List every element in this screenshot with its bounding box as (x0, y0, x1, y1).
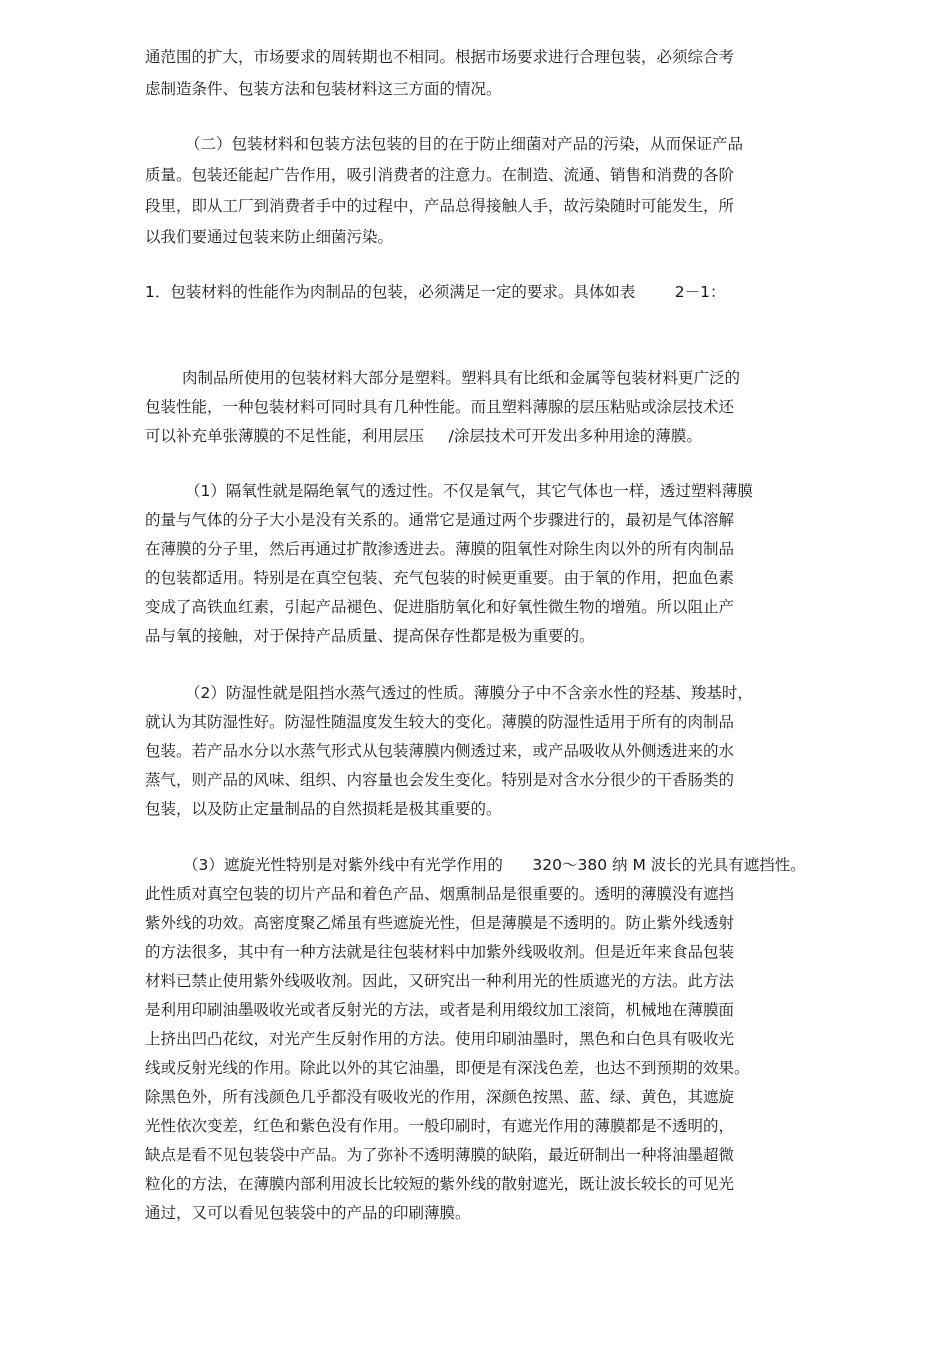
text-line: 通过，又可以看见包装袋中的产品的印刷薄膜。 (145, 1204, 471, 1222)
text-line: 缺点是看不见包装袋中产品。为了弥补不透明薄膜的缺陷，最近研制出一种将油墨超微 (145, 1146, 735, 1164)
text-line: 上挤出凹凸花纹，对光产生反射作用的方法。使用印刷油墨时，黑色和白色具有吸收光 (145, 1030, 735, 1048)
text-line: 虑制造条件、包装方法和包装材料这三方面的情况。 (145, 80, 502, 98)
text-line: （1）隔氧性就是隔绝氧气的透过性。不仅是氧气，其它气体也一样，透过塑料薄膜 (185, 482, 753, 500)
text-line: 是利用印刷油墨吸收光或者反射光的方法，或者是利用缎纹加工滚筒，机械地在薄膜面 (145, 1001, 735, 1019)
text-line: 通范围的扩大，市场要求的周转期也不相同。根据市场要求进行合理包装，必须综合考 (145, 48, 735, 66)
text-line: 质量。包装还能起广告作用，吸引消费者的注意力。在制造、流通、销售和消费的各阶 (145, 166, 735, 184)
text-line: 紫外线的功效。高密度聚乙烯虽有些遮旋光性，但是薄膜是不透明的。防止紫外线透射 (145, 914, 735, 932)
text-line: 除黑色外，所有浅颜色几乎都没有吸收光的作用，深颜色按黑、蓝、绿、黄色，其遮旋 (145, 1088, 735, 1106)
text-line: 变成了高铁血红素，引起产品褪色、促进脂肪氧化和好氧性微生物的增殖。所以阻止产 (145, 598, 735, 616)
text-line: 在薄膜的分子里，然后再通过扩散渗透进去。薄膜的阻氧性对除生肉以外的所有肉制品 (145, 540, 735, 558)
text-line: 包装，以及防止定量制品的自然损耗是极其重要的。 (145, 800, 502, 818)
text-line: 的量与气体的分子大小是没有关系的。通常它是通过两个步骤进行的，最初是气体溶解 (145, 511, 735, 529)
text-line: 线或反射光线的作用。除此以外的其它油墨，即便是有深浅色差，也达不到预期的效果。 (145, 1059, 750, 1077)
text-line: 段里，即从工厂到消费者手中的过程中，产品总得接触人手，故污染随时可能发生，所 (145, 197, 735, 215)
text-line: 以我们要通过包装来防止细菌污染。 (145, 228, 394, 246)
text-line: 包装性能，一种包装材料可同时具有几种性能。而且塑料薄腺的层压粘贴或涂层技术还 (145, 398, 735, 416)
text-line: 可以补充单张薄膜的不足性能，利用层压 /涂层技术可开发出多种用途的薄膜。 (145, 427, 702, 445)
text-line: 就认为其防湿性好。防湿性随温度发生较大的变化。薄膜的防湿性适用于所有的肉制品 (145, 713, 735, 731)
text-line: 此性质对真空包装的切片产品和着色产品、烟熏制品是很重要的。透明的薄膜没有遮挡 (145, 885, 735, 903)
text-line: （二）包装材料和包装方法包装的目的在于防止细菌对产品的污染，从而保证产品 (185, 135, 744, 153)
text-line: 1．包装材料的性能作为肉制品的包装，必须满足一定的要求。具体如表 2－1： (145, 283, 726, 301)
text-line: 粒化的方法，在薄膜内部利用波长比较短的紫外线的散射遮光，既让波长较长的可见光 (145, 1175, 735, 1193)
text-line: 品与氧的接触，对于保持产品质量、提高保存性都是极为重要的。 (145, 627, 595, 645)
text-line: 肉制品所使用的包装材料大部分是塑料。塑料具有比纸和金属等包装材料更广泛的 (182, 369, 741, 387)
text-line: （2）防湿性就是阻挡水蒸气透过的性质。薄膜分子中不含亲水性的羟基、羧基时， (185, 684, 753, 702)
text-line: 包装。若产品水分以水蒸气形式从包装薄膜内侧透过来，或产品吸收从外侧透进来的水 (145, 742, 735, 760)
text-line: 的包装都适用。特别是在真空包装、充气包装的时候更重要。由于氧的作用，把血色素 (145, 569, 735, 587)
text-line: 蒸气，则产品的风味、组织、内容量也会发生变化。特别是对含水分很少的干香肠类的 (145, 771, 735, 789)
text-line: 光性依次变差，红色和紫色没有作用。一般印刷时，有遮光作用的薄膜都是不透明的， (145, 1117, 735, 1135)
text-line: 的方法很多，其中有一种方法就是往包装材料中加紫外线吸收剂。但是近年来食品包装 (145, 943, 735, 961)
text-line: （3）遮旋光性特别是对紫外线中有光学作用的 320～380 纳 M 波长的光具有遮挡性。 (183, 856, 806, 874)
text-line: 材料已禁止使用紫外线吸收剂。因此，又研究出一种利用光的性质遮光的方法。此方法 (145, 972, 735, 990)
